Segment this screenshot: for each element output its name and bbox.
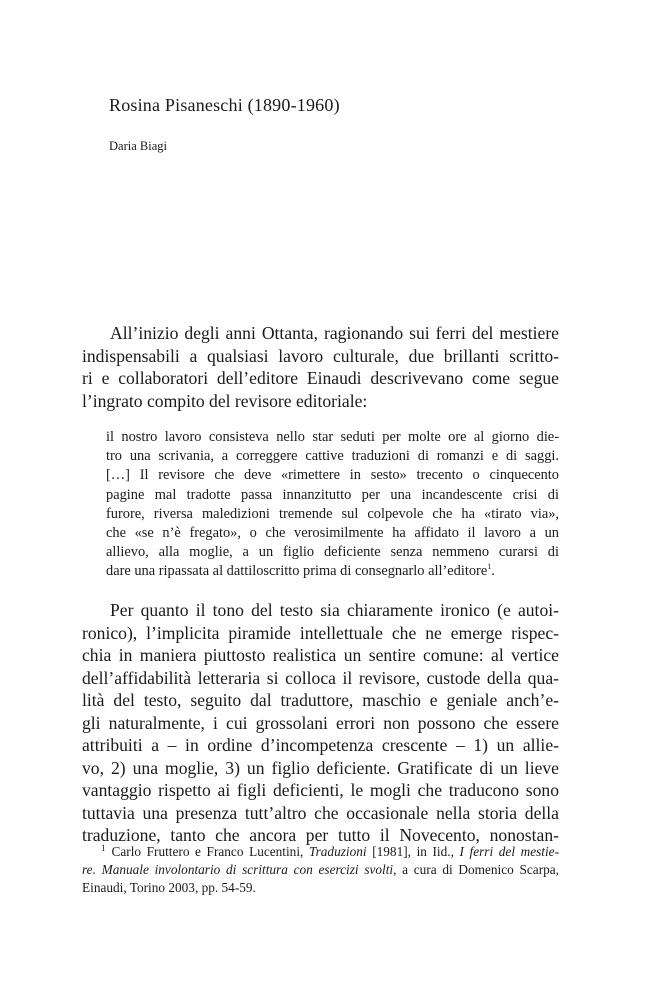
quote-line: […] Il revisore che deve «rimettere in sesto» trecento o cinquecento (106, 467, 559, 484)
footnote (82, 843, 559, 898)
footnote-book-title: re. Manuale involontario di scrittura con esercizi svolti (82, 862, 394, 878)
footnote-book-title: I ferri del mestie- (459, 844, 559, 859)
quote-line: che «se n’è fregato», o che verosimilmente ha affidato il lavoro a un (106, 525, 559, 542)
chapter-title: Rosina Pisaneschi (1890-1960) (109, 95, 340, 115)
paragraph-line: Per quanto il tono del testo sia chiaramente ironico (e autoi- (110, 600, 559, 620)
paragraph-line: ri e collaboratori dell’editore Einaudi descrivevano come segue (82, 368, 559, 388)
footnote-line: Einaudi, Torino 2003, pp. 54-59. (82, 880, 256, 896)
footnote-line (82, 861, 559, 879)
paragraph-line: indispensabili a qualsiasi lavoro culturale, due brillanti scritto- (82, 345, 559, 366)
quote-end-punctuation: . (491, 563, 495, 580)
quote-line: tro una scrivania, a correggere cattive traduzioni di romanzi e di saggi. (106, 448, 559, 465)
quote-line-last (106, 562, 559, 581)
paragraph-2 (82, 599, 559, 847)
footnote-text: [1981], in Iid., (366, 844, 460, 859)
quote-line: il nostro lavoro consisteva nello star seduti per molte ore al giorno die- (106, 429, 559, 445)
chapter-author: Daria Biagi (109, 139, 167, 153)
footnote-line (82, 843, 559, 861)
quote-line: furore, riversa maledizioni tremende sul colpevole che ha «tirato via», (106, 505, 559, 522)
quote-line: allievo, alla moglie, a un figlio deficiente senza nemmeno curarsi di (106, 544, 559, 561)
quote-line: pagine mal tradotte passa innanzitutto per una incandescente crisi di (106, 486, 559, 503)
paragraph-line: chia in maniera piuttosto realistica un sentire comune: al vertice (82, 645, 559, 665)
footnote-number: 1 (101, 842, 106, 853)
paragraph-line: dell’affidabilità letteraria si colloca il revisore, custode della qua- (82, 667, 559, 688)
paragraph-line: ronico), l’implicita piramide intellettuale che ne emerge rispec- (82, 622, 559, 643)
paragraph-line: vantaggio rispetto ai figli deficienti, le mogli che traducono sono (82, 780, 559, 800)
quote-line-text: dare una ripassata al dattiloscritto prima di consegnarlo all’editore (106, 563, 488, 580)
paragraph-line: All’inizio degli anni Ottanta, ragionando sui ferri del mestiere (110, 323, 559, 343)
paragraph-line: gli naturalmente, i cui grossolani errori non possono che essere (82, 712, 559, 733)
footnote-reference[interactable]: 1 (487, 562, 492, 572)
paragraph-line: l’ingrato compito del revisore editoriale: (82, 390, 368, 411)
paragraph-line: lità del testo, seguito dal traduttore, maschio e geniale anch’e- (82, 690, 559, 710)
paragraph-line: attribuiti a – in ordine d’incompetenza crescente – 1) un allie- (82, 735, 559, 755)
paragraph-line: vo, 2) una moglie, 3) un figlio deficiente. Gratificate di un lieve (82, 757, 559, 778)
footnote-work-title: Traduzioni (308, 844, 367, 859)
paragraph-line: tuttavia una presenza tutt’altro che occasionale nella storia della (82, 802, 559, 823)
paragraph-line: traduzione, tanto che ancora per tutto il Novecento, nonostan- (82, 825, 559, 845)
footnote-text: , a cura di Domenico Scarpa, (393, 862, 560, 878)
footnote-text: Carlo Fruttero e Franco Lucentini, (111, 844, 309, 859)
paragraph-1 (82, 322, 559, 412)
block-quote (106, 428, 559, 582)
